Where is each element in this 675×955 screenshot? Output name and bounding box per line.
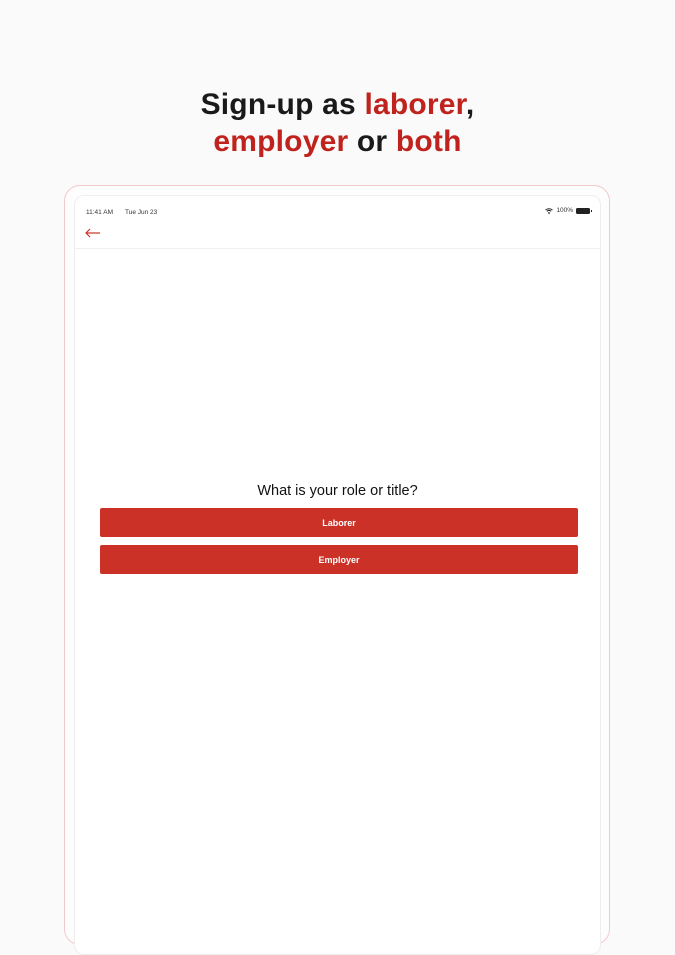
headline-or: or	[348, 125, 396, 158]
tablet-frame	[64, 185, 610, 945]
status-time: 11:41 AM	[86, 209, 113, 216]
laborer-button[interactable]: Laborer	[100, 508, 578, 537]
arrow-left-icon	[84, 227, 102, 239]
status-indicators	[545, 207, 590, 214]
headline-accent-both: both	[395, 125, 462, 158]
battery-icon	[576, 208, 590, 214]
nav-divider	[75, 248, 600, 249]
headline-accent-laborer: laborer	[364, 88, 466, 121]
employer-button[interactable]: Employer	[100, 545, 578, 574]
status-bar	[75, 196, 600, 214]
role-question: What is your role or title?	[257, 483, 418, 499]
headline-text: Sign-up as	[200, 88, 365, 121]
headline-accent-employer: employer	[213, 125, 349, 158]
battery-percent: 100%	[556, 207, 573, 214]
headline-line-2	[0, 123, 675, 160]
wifi-icon	[545, 208, 553, 214]
status-date: Tue Jun 23	[125, 209, 158, 216]
headline-comma: ,	[465, 88, 475, 121]
back-button[interactable]	[84, 227, 104, 241]
app-screen	[74, 195, 601, 955]
headline	[0, 86, 675, 160]
headline-line-1	[0, 86, 675, 123]
